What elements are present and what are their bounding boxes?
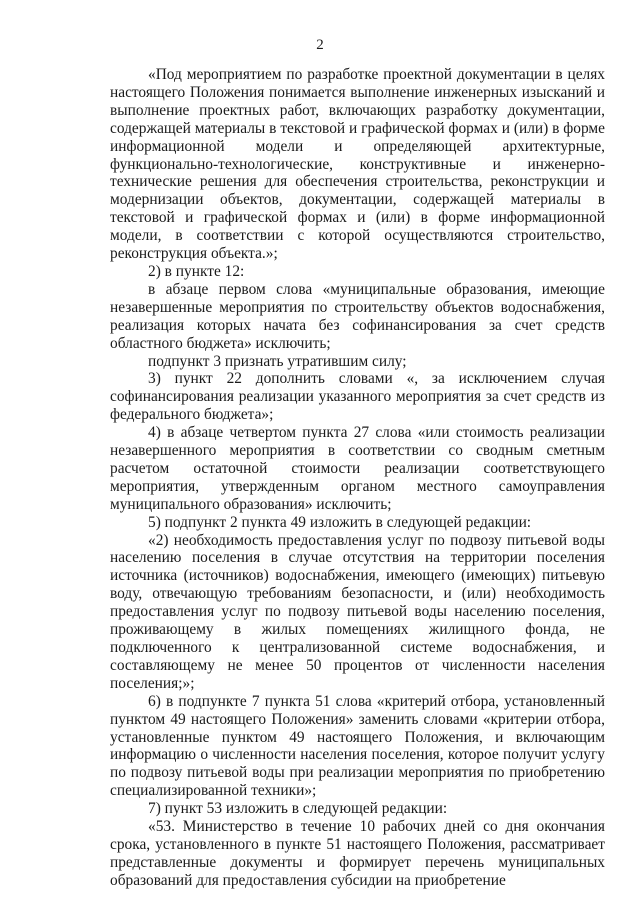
paragraph-item-6: 6) в подпункте 7 пункта 51 слова «критерий отбора, установленный пунктом 49 настоящего Положения» заменить словами «критерии отбора, установленные пунктом 49 настоящего Положения, и включающим информацию о численности населения поселения, которое получит услугу по подвозу питьевой воды при реализации мероприятия по приобретению специализированной техники»; bbox=[110, 692, 605, 800]
paragraph-design-definition: «Под мероприятием по разработке проектной документации в целях настоящего Положения понимается выполнение инженерных изысканий и выполнение проектных работ, включающих разработку документации, содержащей материалы в текстовой и графической формах и (или) в форме информационной модели и определяющей архитектурные, функционально-технологические, конструктивные и инженерно-технические решения для обеспечения строительства, реконструкции и модернизации объектов, документации, содержащей материалы в текстовой и графической формах и (или) в форме информационной модели, в соответствии с которой осуществляются строительство, реконструкция объекта.»; bbox=[110, 66, 605, 263]
page-number: 2 bbox=[316, 37, 324, 53]
paragraph-item-7: 7) пункт 53 изложить в следующей редакции: bbox=[148, 800, 448, 818]
paragraph-item-53-new-text: «53. Министерство в течение 10 рабочих дней со дня окончания срока, установленного в пункте 51 настоящего Положения, рассматривает представленные документы и формирует перечень муниципальных образований для предоставления субсидии на приобретение bbox=[110, 818, 605, 889]
document-body bbox=[110, 66, 605, 890]
paragraph-item-2: 2) в пункте 12: bbox=[148, 262, 245, 280]
paragraph-subitem-3-void: подпункт 3 признать утратившим силу; bbox=[148, 352, 407, 370]
paragraph-item-5-new-text: «2) необходимость предоставления услуг по подвозу питьевой воды населению поселения в случае отсутствия на территории поселения источника (источников) водоснабжения, имеющего (имеющих) питьевую воду, отвечающую требованиям безопасности, и (или) необходимость предоставления услуг по подвозу питьевой воды населению поселения, проживающему в жилых помещениях жилищного фонда, не подключенного к централизованной системе водоснабжения, и составляющему не менее 50 процентов от численности населения поселения;»; bbox=[110, 531, 605, 692]
paragraph-item-5: 5) подпункт 2 пункта 49 изложить в следующей редакции: bbox=[148, 513, 532, 531]
paragraph-item-3: 3) пункт 22 дополнить словами «, за исключением случая софинансирования реализации указанного мероприятия за счет средств из федерального бюджета»; bbox=[110, 370, 605, 424]
paragraph-item-2-first-abzats: в абзаце первом слова «муниципальные образования, имеющие незавершенные мероприятия по строительству объектов водоснабжения, реализация которых начата без софинансирования за счет средств областного бюджета» исключить; bbox=[110, 280, 605, 352]
paragraph-item-4: 4) в абзаце четвертом пункта 27 слова «или стоимость реализации незавершенного мероприятия в соответствии со сводным сметным расчетом остаточной стоимости реализации соответствующего мероприятия, утвержденным органом местного самоуправления муниципального образования» исключить; bbox=[110, 424, 605, 513]
